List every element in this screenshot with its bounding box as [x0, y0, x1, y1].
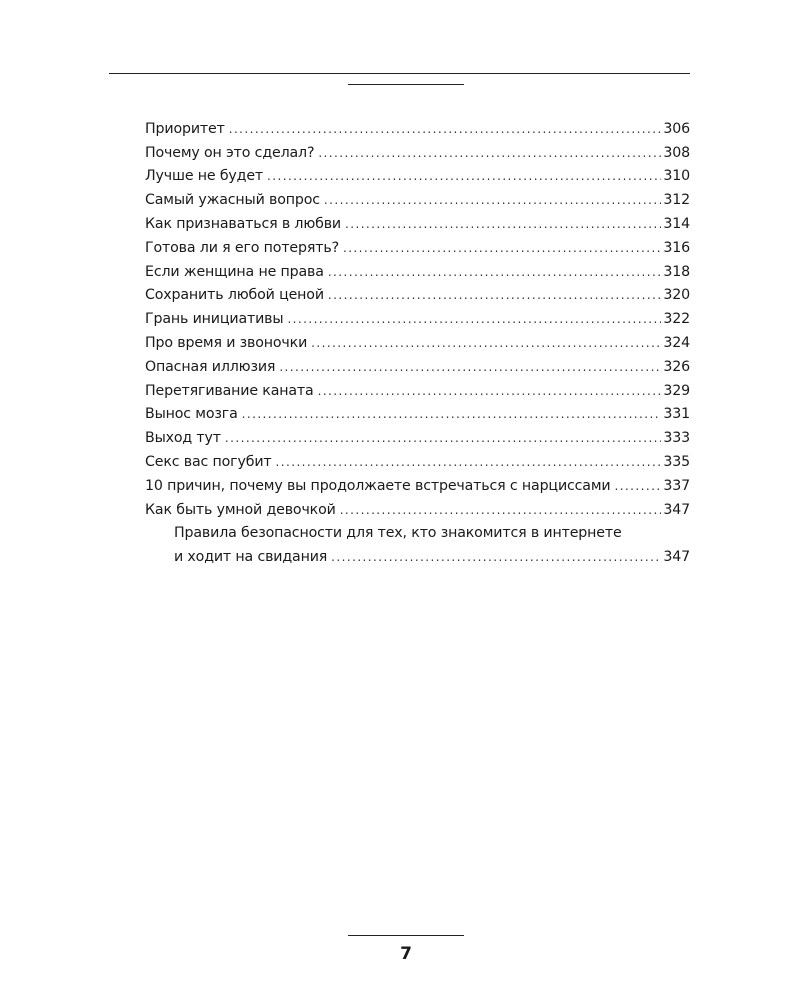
toc-sub-entry-row [174, 542, 690, 566]
toc-entry-title: 10 причин, почему вы продолжаете встречаться с нарциссами [145, 477, 611, 494]
toc-entry-page: 310 [663, 168, 690, 185]
toc-entry[interactable] [145, 495, 690, 519]
toc-entry-page: 337 [663, 477, 690, 494]
toc-entry-title: Самый ужасный вопрос [145, 192, 320, 209]
toc-entry-title: Почему он это сделал? [145, 144, 315, 161]
toc-leader-dots [287, 310, 661, 328]
toc-entry-page: 324 [663, 334, 690, 351]
toc-entry[interactable] [145, 138, 690, 162]
toc-entry[interactable] [145, 233, 690, 257]
toc-leader-dots [340, 501, 662, 519]
toc-entry-page: 329 [663, 382, 690, 399]
header-short-rule [348, 84, 464, 85]
toc-entry-title: Секс вас погубит [145, 453, 272, 470]
toc-entry-page: 347 [663, 501, 690, 518]
toc-leader-dots [318, 144, 661, 162]
toc-entry[interactable] [145, 447, 690, 471]
toc-entry-page: 314 [663, 215, 690, 232]
toc-entry[interactable] [145, 304, 690, 328]
toc-entry[interactable] [145, 471, 690, 495]
toc-leader-dots [318, 382, 662, 400]
toc-entry[interactable] [145, 281, 690, 305]
toc-entry-page: 318 [663, 263, 690, 280]
toc-entry-page: 333 [663, 430, 690, 447]
toc-entry-page: 322 [663, 311, 690, 328]
toc-entry[interactable] [145, 328, 690, 352]
toc-entry-title: Готова ли я его потерять? [145, 239, 339, 256]
header-rule [109, 73, 690, 74]
toc-leader-dots [324, 191, 661, 209]
toc-entry-title: Грань инициативы [145, 311, 284, 328]
toc-entry-title: Как признаваться в любви [145, 215, 342, 232]
toc-leader-dots [328, 286, 661, 304]
footer-rule [348, 935, 464, 936]
toc-leader-dots [328, 263, 662, 281]
toc-leader-dots [229, 120, 662, 138]
toc-entry-title: Выход тут [145, 430, 221, 447]
toc-leader-dots [225, 429, 661, 447]
toc-entry-title: Перетягивание каната [145, 382, 314, 399]
toc-sub-entry-title-line2: и ходит на свидания [174, 549, 328, 566]
toc-entry-page: 312 [663, 192, 690, 209]
toc-entry[interactable] [145, 114, 690, 138]
toc-leader-dots [331, 548, 661, 566]
toc-leader-dots [614, 477, 661, 495]
toc-entry-page: 335 [663, 453, 690, 470]
toc-sub-entry[interactable] [145, 519, 690, 567]
toc-entry-page: 326 [663, 358, 690, 375]
toc-entry[interactable] [145, 209, 690, 233]
toc-entry-title: Лучше не будет [145, 168, 264, 185]
toc-leader-dots [345, 215, 661, 233]
toc-entry[interactable] [145, 400, 690, 424]
toc-entry[interactable] [145, 162, 690, 186]
toc-entry-page: 331 [663, 406, 690, 423]
toc-entry-title: Опасная иллюзия [145, 358, 276, 375]
toc-entry-title: Вынос мозга [145, 406, 238, 423]
toc-entry[interactable] [145, 352, 690, 376]
toc-entry-title: Как быть умной девочкой [145, 501, 336, 518]
toc-leader-dots [343, 239, 661, 257]
toc-sub-entry-page: 347 [663, 549, 690, 566]
toc-entry-title: Если женщина не права [145, 263, 324, 280]
toc-entry[interactable] [145, 257, 690, 281]
toc-entry-title: Приоритет [145, 120, 225, 137]
toc-leader-dots [242, 405, 662, 423]
page-number: 7 [400, 944, 412, 964]
toc-entry-page: 308 [663, 144, 690, 161]
toc-entry-title: Про время и звоночки [145, 334, 308, 351]
toc-entry-title: Сохранить любой ценой [145, 287, 324, 304]
toc-entry-page: 320 [663, 287, 690, 304]
toc-leader-dots [276, 453, 662, 471]
toc-entry[interactable] [145, 376, 690, 400]
toc-sub-entry-title-line1: Правила безопасности для тех, кто знакомится в интернете [174, 525, 622, 542]
table-of-contents [145, 114, 690, 566]
toc-leader-dots [267, 167, 661, 185]
toc-leader-dots [279, 358, 661, 376]
toc-entry[interactable] [145, 185, 690, 209]
toc-entry-page: 316 [663, 239, 690, 256]
toc-entry[interactable] [145, 423, 690, 447]
toc-leader-dots [311, 334, 661, 352]
toc-entry-page: 306 [663, 120, 690, 137]
